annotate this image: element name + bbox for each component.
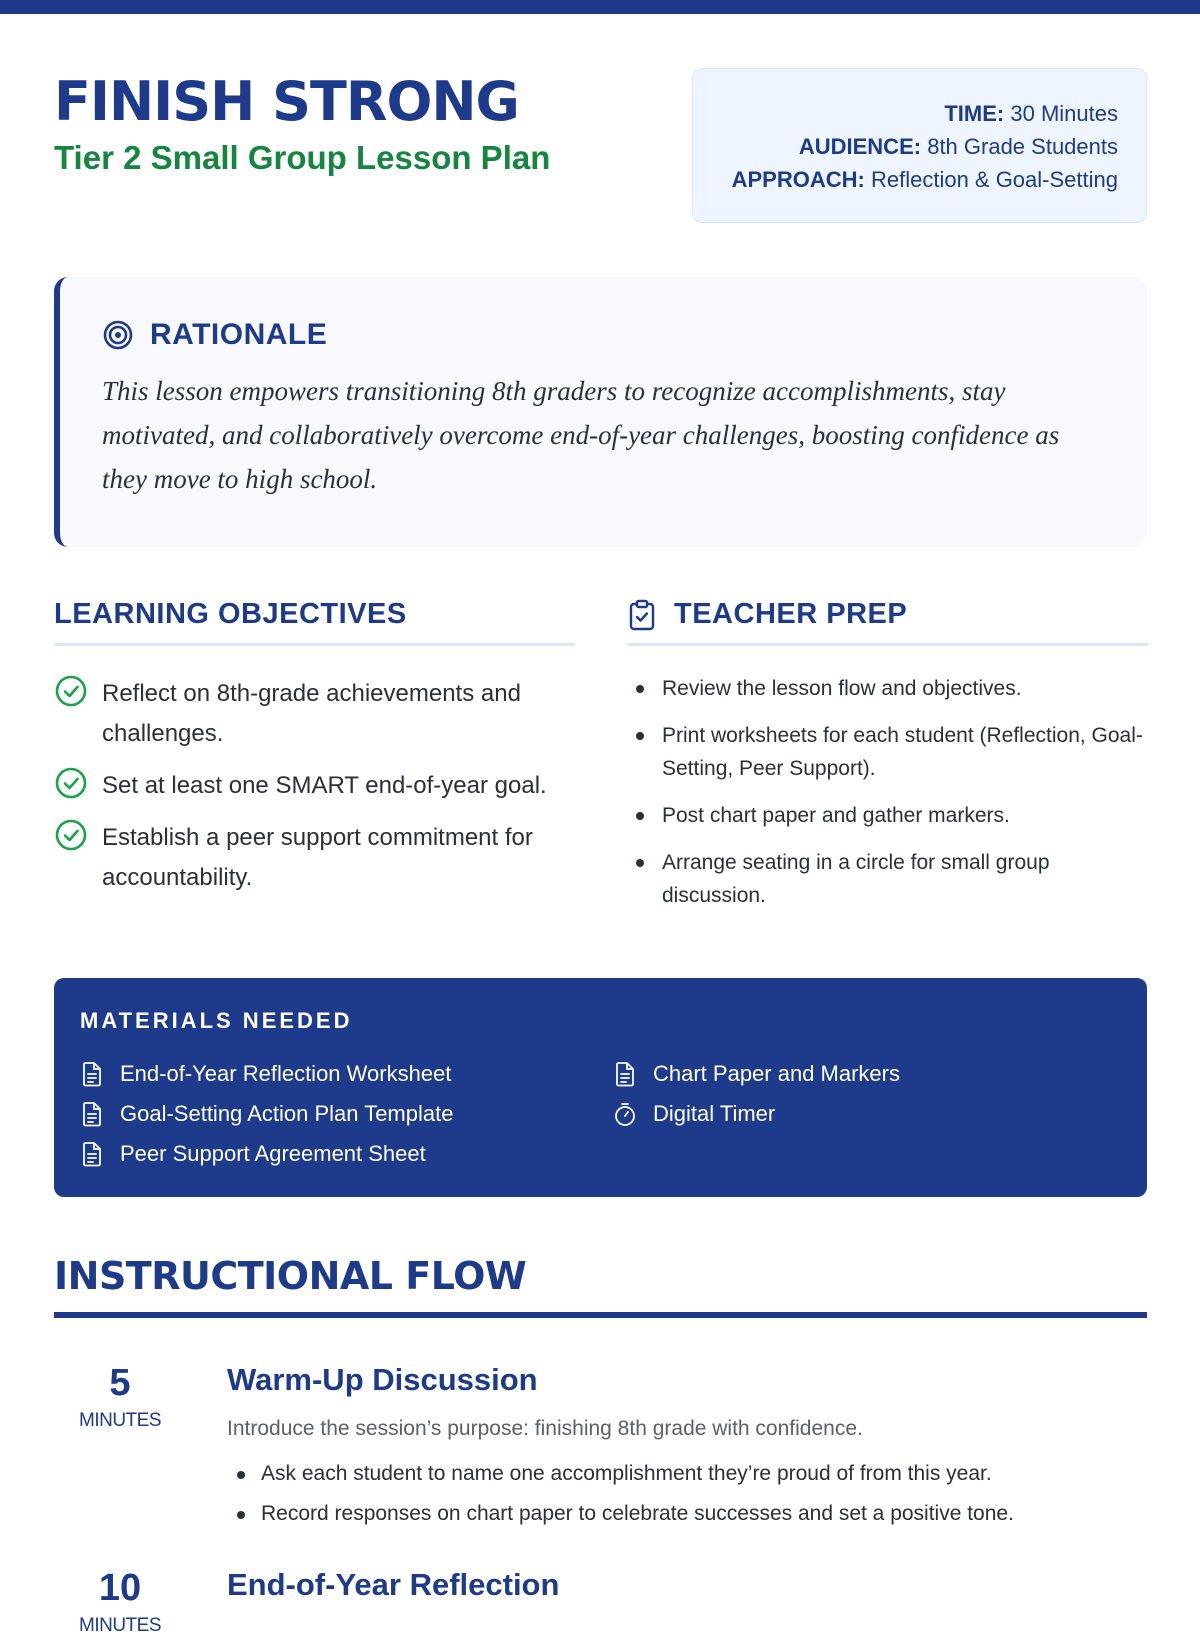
target-icon xyxy=(102,319,134,351)
material-label: Peer Support Agreement Sheet xyxy=(120,1141,426,1166)
list-item xyxy=(613,1094,900,1134)
step-body xyxy=(227,1563,1127,1607)
teacher-prep-section xyxy=(628,600,1148,926)
page-subtitle: Tier 2 Small Group Lesson Plan xyxy=(54,139,551,176)
check-circle-icon xyxy=(54,766,88,800)
objectives-title: LEARNING OBJECTIVES xyxy=(54,598,407,630)
material-label: Chart Paper and Markers xyxy=(653,1061,900,1086)
step-minutes: 10 xyxy=(98,1567,142,1609)
objective-text: Establish a peer support commitment for accountability. xyxy=(102,824,533,891)
step-title: End-of-Year Reflection xyxy=(227,1567,560,1602)
document-icon xyxy=(80,1141,104,1167)
prep-header xyxy=(628,600,1148,646)
list-item xyxy=(54,766,574,806)
list-item xyxy=(54,674,574,754)
instructional-flow-header xyxy=(54,1250,1147,1318)
list-item: Record responses on chart paper to celebrate successes and set a positive tone. xyxy=(235,1494,1127,1534)
meta-time-value: 30 Minutes xyxy=(1010,101,1118,126)
step-intro: Introduce the session’s purpose: finishing 8th grade with confidence. xyxy=(227,1417,863,1440)
list-item: Print worksheets for each student (Reflection, Goal-Setting, Peer Support). xyxy=(634,719,1148,785)
meta-audience-label: AUDIENCE: xyxy=(798,134,922,159)
meta-approach xyxy=(693,163,1118,196)
page-title: FINISH STRONG xyxy=(54,70,519,133)
list-item xyxy=(80,1054,453,1094)
list-item xyxy=(54,818,574,898)
meta-approach-value: Reflection & Goal-Setting xyxy=(870,167,1118,192)
objectives-header xyxy=(54,600,574,646)
flow-title: INSTRUCTIONAL FLOW xyxy=(54,1254,527,1298)
step-minutes: 5 xyxy=(109,1362,131,1404)
materials-list xyxy=(80,1054,1121,1184)
list-item xyxy=(80,1134,453,1174)
materials-title: MATERIALS NEEDED xyxy=(80,1008,353,1033)
objectives-list xyxy=(54,674,574,898)
header xyxy=(54,70,1147,230)
material-label: Digital Timer xyxy=(653,1101,776,1126)
clipboard-check-icon xyxy=(628,599,656,631)
step-duration xyxy=(54,1563,186,1639)
rationale-section xyxy=(54,277,1147,547)
objective-text: Set at least one SMART end-of-year goal. xyxy=(102,772,547,799)
material-label: End-of-Year Reflection Worksheet xyxy=(120,1061,452,1086)
meta-time-label: TIME: xyxy=(944,101,1005,126)
material-label: Goal-Setting Action Plan Template xyxy=(120,1101,454,1126)
step-body xyxy=(227,1358,1127,1534)
rationale-title: RATIONALE xyxy=(150,318,328,351)
objective-text: Reflect on 8th-grade achievements and challenges. xyxy=(102,680,521,747)
step-unit: MINUTES xyxy=(79,1615,161,1636)
timer-icon xyxy=(613,1101,637,1127)
document-icon xyxy=(80,1061,104,1087)
check-circle-icon xyxy=(54,818,88,852)
document-icon xyxy=(613,1061,637,1087)
step-duration xyxy=(54,1358,186,1434)
list-item xyxy=(80,1094,453,1134)
list-item: Arrange seating in a circle for small group discussion. xyxy=(634,846,1148,912)
prep-list xyxy=(628,672,1148,912)
rationale-text: This lesson empowers transitioning 8th graders to recognize accomplishments, stay motivated, and collaboratively overcome end-of-year challenges, boosting confidence as they move to high school. xyxy=(102,376,1060,494)
check-circle-icon xyxy=(54,674,88,708)
lesson-meta-box xyxy=(692,68,1147,223)
materials-section xyxy=(54,978,1147,1197)
list-item: Review the lesson flow and objectives. xyxy=(634,672,1148,705)
document-icon xyxy=(80,1101,104,1127)
list-item: Ask each student to name one accomplishment they’re proud of from this year. xyxy=(235,1454,1127,1494)
step-unit: MINUTES xyxy=(79,1410,161,1431)
meta-approach-label: APPROACH: xyxy=(731,167,865,192)
meta-audience xyxy=(693,130,1118,163)
prep-title: TEACHER PREP xyxy=(674,598,908,630)
meta-time xyxy=(693,97,1118,130)
meta-audience-value: 8th Grade Students xyxy=(927,134,1118,159)
top-accent-bar xyxy=(0,0,1200,14)
step-title: Warm-Up Discussion xyxy=(227,1362,538,1397)
rationale-header xyxy=(102,315,1107,355)
step-bullets xyxy=(227,1454,1127,1534)
list-item: Post chart paper and gather markers. xyxy=(634,799,1148,832)
list-item xyxy=(613,1054,900,1094)
learning-objectives-section xyxy=(54,600,574,910)
